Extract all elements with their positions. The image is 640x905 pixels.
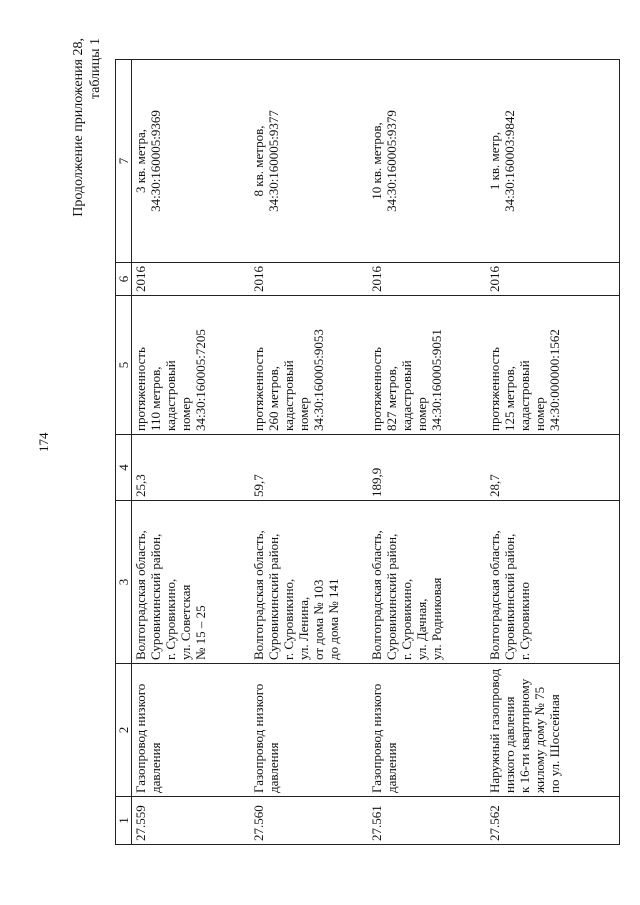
object-name — [486, 664, 620, 797]
name-line: жилому дому № 75 — [531, 686, 547, 793]
address-line: от дома № 103 — [310, 579, 326, 660]
table-row — [486, 60, 620, 845]
address-line: ул. Родниковая — [428, 577, 444, 660]
description-line: 827 метров, — [383, 366, 399, 431]
address-line: ул. Ленина, — [295, 596, 311, 660]
name-line: Газопровод низкого — [133, 683, 148, 793]
object-value: 189,9 — [368, 435, 486, 501]
table-row — [368, 60, 486, 845]
description-line: 34:30:000000:1562 — [546, 329, 562, 431]
row-number: 27.561 — [368, 797, 486, 845]
area-line: 34:30:160005:9377 — [265, 110, 281, 212]
name-line: давления — [383, 742, 399, 793]
name-line: Газопровод низкого — [250, 683, 266, 793]
object-year: 2016 — [132, 263, 250, 296]
name-line: по ул. Шоссейная — [546, 694, 562, 793]
caption-line-2: таблицы 1 — [88, 38, 103, 100]
address-line: Волгоградская область, — [133, 530, 148, 660]
name-line: Наружный газопровод — [486, 668, 502, 793]
object-value: 59,7 — [250, 435, 368, 501]
header-col-5: 5 — [116, 296, 132, 435]
area-line: 34:30:160005:9379 — [383, 110, 399, 212]
object-value: 25,3 — [132, 435, 250, 501]
description-line: номер — [295, 397, 311, 431]
name-line: давления — [265, 742, 281, 793]
description-line: 125 метров, — [501, 366, 517, 431]
address-line: № 15 – 25 — [193, 605, 208, 660]
object-value: 28,7 — [486, 435, 620, 501]
land-area — [132, 60, 250, 263]
object-year: 2016 — [368, 263, 486, 296]
table-caption — [70, 38, 104, 248]
header-col-7: 7 — [116, 60, 132, 263]
object-description — [250, 296, 368, 435]
description-line: 110 метров, — [148, 366, 163, 431]
object-address — [486, 501, 620, 664]
object-description — [486, 296, 620, 435]
name-line: низкого давления — [501, 696, 517, 793]
table-row — [250, 60, 368, 845]
description-line: кадастровый — [280, 360, 296, 431]
table-row — [132, 60, 250, 845]
address-line: Волгоградская область, — [250, 530, 266, 660]
description-line: кадастровый — [163, 360, 178, 431]
address-line: г. Суровикино, — [280, 578, 296, 660]
header-col-2: 2 — [116, 664, 132, 797]
address-line: Волгоградская область, — [368, 530, 384, 660]
description-line: номер — [531, 397, 547, 431]
header-col-6: 6 — [116, 263, 132, 296]
description-line: протяженность — [486, 347, 502, 431]
address-line: ул. Дачная, — [413, 598, 429, 660]
address-line: до дома № 141 — [325, 578, 341, 660]
description-line: 34:30:160005:7205 — [193, 329, 208, 431]
description-line: протяженность — [250, 347, 266, 431]
address-line: г. Суровикино, — [163, 578, 178, 660]
header-col-4: 4 — [116, 435, 132, 501]
object-name — [132, 664, 250, 797]
description-line: протяженность — [133, 347, 148, 431]
address-line: г. Суровикино, — [398, 578, 414, 660]
object-description — [132, 296, 250, 435]
header-col-3: 3 — [116, 501, 132, 664]
address-line: г. Суровикино — [516, 581, 532, 660]
row-number: 27.562 — [486, 797, 620, 845]
area-line: 3 кв. метра, — [133, 128, 148, 194]
land-area — [250, 60, 368, 263]
description-line: кадастровый — [516, 360, 532, 431]
page-number: 174 — [36, 432, 51, 452]
area-line: 10 кв. метров, — [368, 122, 384, 200]
area-line: 8 кв. метров, — [250, 125, 266, 197]
table-header — [116, 60, 132, 845]
row-number: 27.559 — [132, 797, 250, 845]
description-line: 260 метров, — [265, 366, 281, 431]
land-area — [368, 60, 486, 263]
area-line: 34:30:160005:9369 — [148, 110, 163, 212]
address-line: Суровикинский район, — [265, 533, 281, 660]
object-description — [368, 296, 486, 435]
object-address — [368, 501, 486, 664]
description-line: 34:30:160005:9051 — [428, 329, 444, 431]
description-line: номер — [178, 397, 193, 431]
header-col-1: 1 — [116, 797, 132, 845]
address-line: Суровикинский район, — [148, 533, 163, 660]
description-line: 34:30:160005:9053 — [310, 329, 326, 431]
property-table — [115, 60, 630, 845]
address-line: Волгоградская область, — [486, 530, 502, 660]
object-address — [250, 501, 368, 664]
object-address — [132, 501, 250, 664]
caption-line-1: Продолжение приложения 28, — [71, 38, 86, 217]
object-year: 2016 — [250, 263, 368, 296]
object-year: 2016 — [486, 263, 620, 296]
description-line: кадастровый — [398, 360, 414, 431]
area-line: 1 кв. метр, — [486, 131, 502, 191]
land-area — [486, 60, 620, 263]
description-line: номер — [413, 397, 429, 431]
address-line: Суровикинский район, — [383, 533, 399, 660]
row-number: 27.560 — [250, 797, 368, 845]
address-line: Суровикинский район, — [501, 533, 517, 660]
area-line: 34:30:160003:9842 — [501, 110, 517, 212]
object-name — [368, 664, 486, 797]
address-line: ул. Советская — [178, 584, 193, 660]
name-line: Газопровод низкого — [368, 683, 384, 793]
description-line: протяженность — [368, 347, 384, 431]
name-line: давления — [148, 742, 163, 793]
object-name — [250, 664, 368, 797]
name-line: к 16-ти квартирному — [516, 678, 532, 793]
